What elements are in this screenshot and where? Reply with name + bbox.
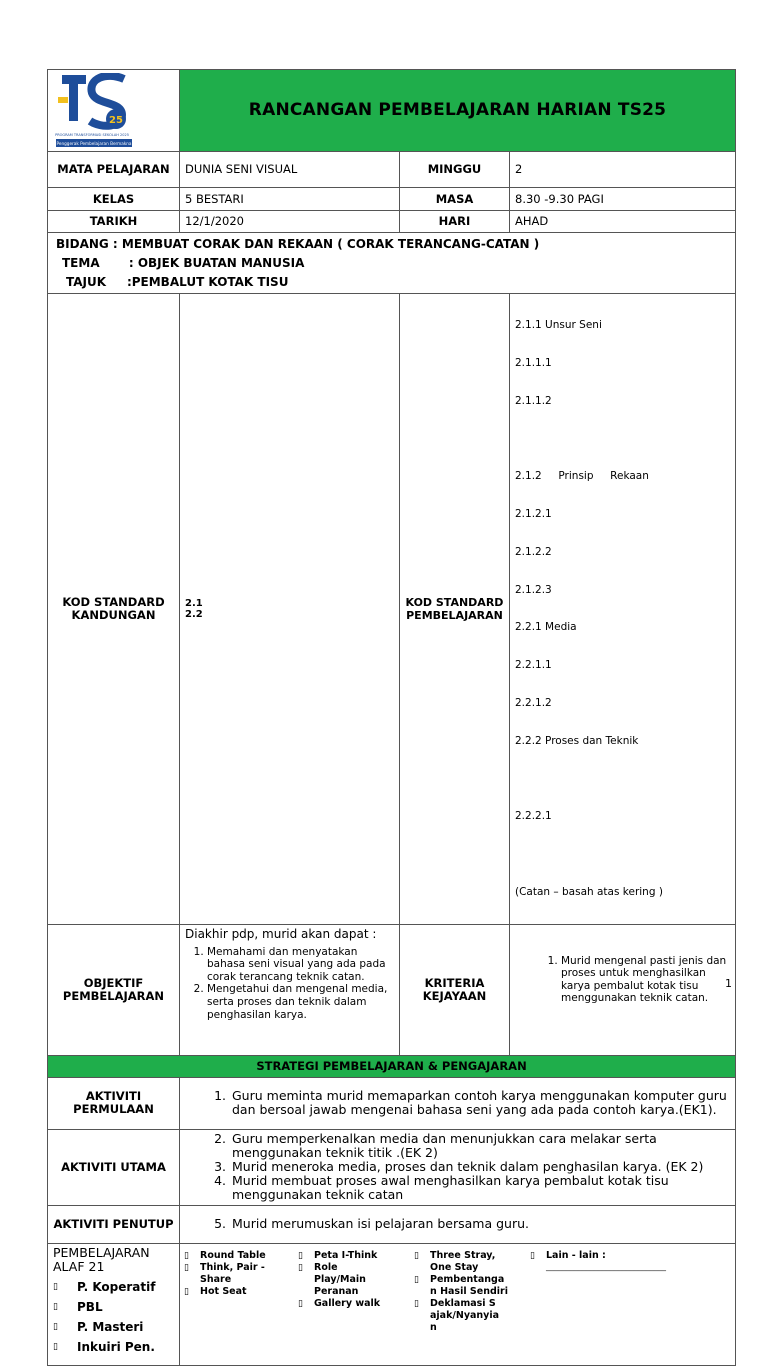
strategy-col-2 bbox=[298, 1250, 414, 1334]
strategy-item[interactable]: ▯ Peta I-Think bbox=[298, 1249, 378, 1261]
checkbox-icon: ▯ bbox=[298, 1262, 303, 1273]
checkbox-icon: ▯ bbox=[414, 1274, 419, 1285]
penutup-list bbox=[204, 1217, 730, 1231]
objektif-value bbox=[180, 924, 400, 1055]
kriteria-value bbox=[510, 924, 736, 1055]
mata-pelajaran-value: DUNIA SENI VISUAL bbox=[180, 152, 400, 188]
checkbox-icon: ▯ bbox=[184, 1286, 189, 1297]
strategy-item[interactable]: ▯ Hot Seat bbox=[184, 1285, 247, 1297]
list-item: 2. Guru memperkenalkan media dan menunjukkan cara melakar serta menggunakan teknik titik .(EK 2) bbox=[214, 1131, 657, 1161]
tajuk-text: TAJUK :PEMBALUT KOTAK TISU bbox=[66, 274, 289, 289]
lesson-plan-table bbox=[47, 69, 736, 1366]
minggu-label: MINGGU bbox=[400, 152, 510, 188]
kelas-value: 5 BESTARI bbox=[180, 188, 400, 211]
strategy-col-1 bbox=[184, 1250, 298, 1334]
svg-text:PROGRAM TRANSFORMASI SEKOLAH 2: PROGRAM TRANSFORMASI SEKOLAH 2025 bbox=[55, 132, 129, 137]
checkbox-icon: ▯ bbox=[53, 1301, 58, 1312]
kandungan-code: 2.1 bbox=[185, 597, 203, 609]
sp-line: 2.1.1 Unsur Seni bbox=[515, 319, 602, 332]
checkbox-icon: ▯ bbox=[414, 1298, 419, 1309]
kod-standard-kandungan-value bbox=[180, 294, 400, 925]
checkbox-icon: ▯ bbox=[53, 1341, 58, 1352]
hari-value: AHAD bbox=[510, 211, 736, 233]
sp-line: 2.2.1.1 bbox=[515, 659, 552, 672]
alaf21-option[interactable]: ▯ PBL bbox=[53, 1297, 174, 1317]
checkbox-icon: ▯ bbox=[53, 1281, 58, 1292]
kriteria-item: 1. Murid mengenal pasti jenis dan proses untuk menghasilkan karya pembalut kotak tisu menggunakan teknik catan. bbox=[561, 955, 730, 1005]
strategy-col-3 bbox=[414, 1250, 530, 1334]
list-item: 5. Murid merumuskan isi pelajaran bersama guru. bbox=[214, 1216, 529, 1232]
hari-label: HARI bbox=[400, 211, 510, 233]
sp-line: 2.1.2.1 bbox=[515, 508, 552, 521]
sp-line bbox=[515, 433, 730, 446]
strategy-item[interactable]: ▯ Round Table bbox=[184, 1249, 266, 1261]
lain-lain-blank[interactable]: ______________________________ bbox=[546, 1261, 666, 1271]
aktiviti-permulaan-value bbox=[180, 1077, 736, 1129]
list-item: 1. Guru meminta murid memaparkan contoh karya menggunakan komputer guru dan bersoal jawab mengenai bahasa seni yang ada pada contoh karya.(EK1). bbox=[214, 1088, 727, 1118]
checkbox-icon: ▯ bbox=[184, 1250, 189, 1261]
masa-value: 8.30 -9.30 PAGI bbox=[510, 188, 736, 211]
aktiviti-permulaan-label: AKTIVITI PERMULAAN bbox=[48, 1077, 180, 1129]
mata-pelajaran-label: MATA PELAJARAN bbox=[48, 152, 180, 188]
alaf21-strategies bbox=[180, 1243, 736, 1365]
objektif-label: OBJEKTIF PEMBELAJARAN bbox=[48, 924, 180, 1055]
sp-line: 2.1.2.3 bbox=[515, 583, 552, 596]
sp-line bbox=[515, 773, 730, 786]
sp-line: 2.2.1.2 bbox=[515, 697, 552, 709]
kandungan-code: 2.2 bbox=[185, 608, 203, 620]
checkbox-icon: ▯ bbox=[298, 1298, 303, 1309]
minggu-value: 2 bbox=[510, 152, 736, 188]
sp-line: 2.2.1 Media bbox=[515, 621, 577, 634]
kelas-label: KELAS bbox=[48, 188, 180, 211]
checkbox-icon: ▯ bbox=[184, 1262, 189, 1273]
aktiviti-utama-label: AKTIVITI UTAMA bbox=[48, 1129, 180, 1205]
alaf21-label: PEMBELAJARAN ALAF 21 bbox=[53, 1244, 150, 1274]
kriteria-label: KRITERIA KEJAYAAN bbox=[400, 924, 510, 1055]
page-number: 1 bbox=[725, 977, 732, 990]
strategi-title: STRATEGI PEMBELAJARAN & PENGAJARAN bbox=[48, 1055, 736, 1077]
objektif-list bbox=[185, 946, 394, 1022]
kod-standard-pembelajaran-value bbox=[510, 294, 736, 925]
utama-list bbox=[204, 1132, 730, 1202]
alaf21-option[interactable]: ▯ Inkuiri Pen. bbox=[53, 1337, 174, 1357]
strategy-item[interactable]: ▯ Gallery walk bbox=[298, 1297, 381, 1309]
svg-text:25: 25 bbox=[109, 114, 123, 126]
topic-cell bbox=[48, 233, 736, 294]
objektif-intro: Diakhir pdp, murid akan dapat : bbox=[185, 926, 377, 941]
permulaan-list bbox=[204, 1089, 730, 1117]
strategy-item[interactable]: ▯ Think, Pair - Share bbox=[184, 1261, 265, 1285]
sp-line: 2.1.1.2 bbox=[515, 394, 552, 407]
strategy-columns bbox=[184, 1250, 735, 1334]
checkbox-icon: ▯ bbox=[414, 1250, 419, 1261]
checkbox-icon: ▯ bbox=[298, 1250, 303, 1261]
sp-line: (Catan – basah atas kering ) bbox=[515, 885, 663, 898]
tema-text: TEMA : OBJEK BUATAN MANUSIA bbox=[62, 255, 305, 270]
strategy-item[interactable]: ▯ Role Play/Main Peranan bbox=[298, 1261, 366, 1297]
alaf21-option[interactable]: ▯ P. Koperatif bbox=[53, 1277, 174, 1297]
checkbox-icon: ▯ bbox=[53, 1321, 58, 1332]
lesson-plan-page bbox=[47, 69, 735, 1366]
objektif-item: 1. Memahami dan menyatakan bahasa seni visual yang ada pada corak terancang teknik catan. bbox=[207, 946, 394, 984]
sp-line bbox=[515, 848, 730, 861]
objektif-item: 2. Mengetahui dan mengenal media, serta proses dan teknik dalam penghasilan karya. bbox=[207, 983, 394, 1021]
alaf21-option[interactable]: ▯ P. Masteri bbox=[53, 1317, 174, 1337]
aktiviti-penutup-label: AKTIVITI PENUTUP bbox=[48, 1205, 180, 1243]
strategy-item[interactable]: ▯ Three Stray, One Stay bbox=[414, 1249, 496, 1273]
sp-line: 2.2.2.1 bbox=[515, 810, 552, 823]
aktiviti-penutup-value bbox=[180, 1205, 736, 1243]
strategy-item[interactable]: ▯ Pembentangan Hasil Sendiri bbox=[414, 1273, 508, 1297]
svg-text:Penggerak Pembelajaran Bermakn: Penggerak Pembelajaran Bermakna bbox=[56, 140, 132, 146]
strategy-item[interactable]: ▯ Lain - lain : bbox=[530, 1249, 606, 1261]
tarikh-label: TARIKH bbox=[48, 211, 180, 233]
ts25-logo bbox=[54, 73, 134, 151]
sp-line: 2.1.2 Prinsip Rekaan bbox=[515, 470, 649, 483]
kriteria-list bbox=[515, 955, 730, 1005]
kod-standard-kandungan-label: KOD STANDARD KANDUNGAN bbox=[48, 294, 180, 925]
strategy-col-4 bbox=[530, 1250, 730, 1334]
masa-label: MASA bbox=[400, 188, 510, 211]
alaf21-options bbox=[53, 1277, 174, 1357]
strategy-item[interactable]: ▯ Deklamasi Sajak/Nyanyian bbox=[414, 1297, 500, 1333]
sp-line: 2.2.2 Proses dan Teknik bbox=[515, 734, 639, 747]
kod-standard-pembelajaran-label: KOD STANDARD PEMBELAJARAN bbox=[400, 294, 510, 925]
tarikh-value: 12/1/2020 bbox=[180, 211, 400, 233]
bidang-text: BIDANG : MEMBUAT CORAK DAN REKAAN ( CORAK TERANCANG-CATAN ) bbox=[56, 236, 540, 251]
page-title: RANCANGAN PEMBELAJARAN HARIAN TS25 bbox=[180, 70, 736, 152]
aktiviti-utama-value bbox=[180, 1129, 736, 1205]
sp-line: 2.1.2.2 bbox=[515, 545, 552, 558]
checkbox-icon: ▯ bbox=[530, 1250, 535, 1261]
sp-line: 2.1.1.1 bbox=[515, 356, 552, 369]
alaf21-label-cell bbox=[48, 1243, 180, 1365]
logo-cell bbox=[48, 70, 180, 152]
list-item: 4. Murid membuat proses awal menghasilkan karya pembalut kotak tisu menggunakan teknik catan bbox=[214, 1173, 669, 1203]
list-item: 3. Murid meneroka media, proses dan teknik dalam penghasilan karya. (EK 2) bbox=[214, 1159, 704, 1175]
